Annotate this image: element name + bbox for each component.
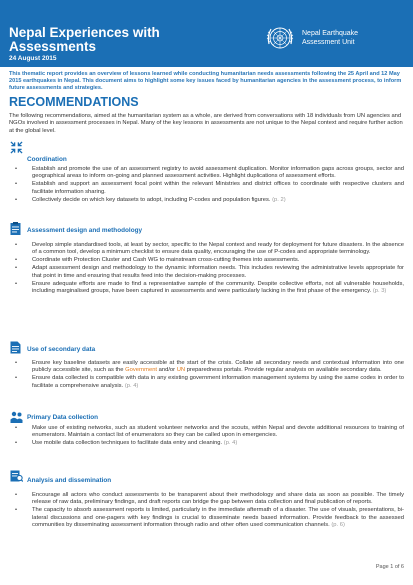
clipboard-icon — [10, 222, 21, 235]
bullet-text-a: Ensure key baseline datasets are easily accessible at the start of the crisis. Collate all secondary needs and contextual information into one publicly accessible site, such as the — [32, 360, 404, 374]
bullet-text: Make use of existing networks, such as student volunteer networks and the scouts, within Nepal and devote additional resources to training of enumerators. Maintain a contact list of enumerators so they can be called upon in emergencies. — [32, 425, 404, 439]
bullet-text: Coordinate with Protection Cluster and Cash WG to mainstream cross-cutting themes into assessments. — [32, 257, 300, 264]
assessment-design-list — [14, 242, 404, 296]
header-banner — [0, 0, 413, 67]
bullet-text: The capacity to absorb assessment reports is limited, particularly in the immediate aftermath of a disaster. The use of visuals, presentations, bi-lateral discussions and one-pagers with key findings is crucial to disseminate needs based information. Provide feedback to the assessed communities by disseminating assessment information through radio and other often used communication channels. — [32, 507, 404, 529]
coordination-arrows-icon — [10, 141, 23, 154]
bullet-text: Ensure adequate efforts are made to find a representative sample of the community. Despite collective efforts, not all vulnerable households, including marginalised groups, have been captured in assessments and were particularly lacking in the first phase of the emergency. — [32, 280, 404, 295]
report-date: 24 August 2015 — [9, 55, 57, 62]
section-title-primary-data: Primary Data collection — [27, 414, 99, 421]
people-icon — [10, 411, 23, 423]
list-item — [14, 440, 404, 447]
section-title-assessment-design: Assessment design and methodology — [27, 227, 143, 234]
list-item — [14, 257, 404, 264]
list-item — [14, 197, 404, 204]
analysis-list — [14, 492, 404, 530]
coordination-list — [14, 166, 404, 205]
bullet-text-c: preparedness portals. Provide regular analysis on available secondary data. — [185, 367, 382, 374]
document-icon — [10, 341, 21, 354]
page-ref: (p. 3) — [372, 288, 387, 295]
page-ref: (p. 4) — [124, 382, 139, 389]
section-title-secondary-data: Use of secondary data — [27, 346, 96, 353]
bullet-text: Establish and support an assessment focal point within the relevant Ministries and district offices to coordinate with respective clusters and facilitate information sharing. — [32, 181, 404, 195]
intro-paragraph: This thematic report provides an overview of lessons learned while conducting humanitarian needs assessments following the 25 April and 12 May 2015 earthquakes in Nepal. This document aims to highlight some key issues faced by humanitarian agencies in the assessment process, to inform future assessments and strategies. — [9, 71, 402, 91]
section-title-analysis: Analysis and dissemination — [27, 477, 112, 484]
list-item — [14, 492, 404, 507]
recommendations-intro: The following recommendations, aimed at the humanitarian system as a whole, are derived from conversations with 18 individuals from UN agencies and NGOs involved in assessment processes in Nepal. Many of the key lessons in assessments are not unique to the Nepal context and require further action at the global level. — [9, 113, 403, 134]
analysis-icon — [10, 470, 23, 482]
secondary-data-list — [14, 360, 404, 391]
bullet-text: Develop simple standardised tools, at least by sector, specific to the Nepal context and ready for deployment for future disasters. In the absence of a common tool, develop a minimum checklist to ensure data quality, encouraging the use of P-codes and appropriate terminology. — [32, 242, 404, 256]
list-item — [14, 166, 404, 181]
list-item — [14, 375, 404, 390]
unit-name — [302, 30, 358, 47]
page-number: Page 1 of 6 — [375, 564, 404, 570]
page-ref: (p. 2) — [272, 196, 286, 203]
primary-data-list — [14, 425, 404, 448]
bullet-text: Establish and promote the use of an assessment registry to avoid assessment duplication. Monitor information gaps across groups, sector and geographical areas to inform on-going and planned assessment activities. Highlight duplications of assessment efforts. — [32, 166, 404, 180]
page-ref: (p. 6) — [331, 522, 345, 529]
section-title-coordination: Coordination — [27, 156, 67, 163]
list-item — [14, 281, 404, 296]
unit-name-line2: Assessment Unit — [302, 38, 355, 46]
page-ref: (p. 4) — [223, 440, 238, 447]
list-item — [14, 360, 404, 375]
list-item — [14, 507, 404, 529]
un-emblem-icon — [264, 22, 296, 54]
un-link[interactable]: UN — [176, 367, 186, 374]
bullet-text: Adapt assessment design and methodology to the dynamic information needs. This includes reviewing the administrative levels appropriate for that point in time and ensuring that results feed into the decision-making processes. — [32, 265, 404, 279]
bullet-text: Encourage all actors who conduct assessments to be transparent about their methodology and share data as soon as possible. The timely release of raw data, preliminary findings, and draft reports can bridge the gap between data collection and final publication of reports. — [32, 492, 404, 506]
unit-name-line1: Nepal Earthquake — [302, 30, 359, 37]
list-item — [14, 181, 404, 196]
list-item — [14, 242, 404, 257]
list-item — [14, 265, 404, 280]
list-item — [14, 425, 404, 440]
bullet-text: Ensure data collected is compatible with data in any existing government information management systems by using the same codes in order to facilitate a comprehensive analysis. — [32, 375, 404, 389]
bullet-text-b: and/or — [157, 367, 177, 374]
government-link[interactable]: Government — [125, 367, 158, 374]
bullet-text: Use mobile data collection techniques to facilitate data entry and cleaning. — [32, 440, 223, 447]
report-title: Nepal Experiences with Assessments — [9, 25, 160, 54]
bullet-text: Collectively decide on which key datasets to adopt, including P-codes and population figures. — [32, 196, 271, 203]
recommendations-heading: RECOMMENDATIONS — [9, 95, 139, 109]
